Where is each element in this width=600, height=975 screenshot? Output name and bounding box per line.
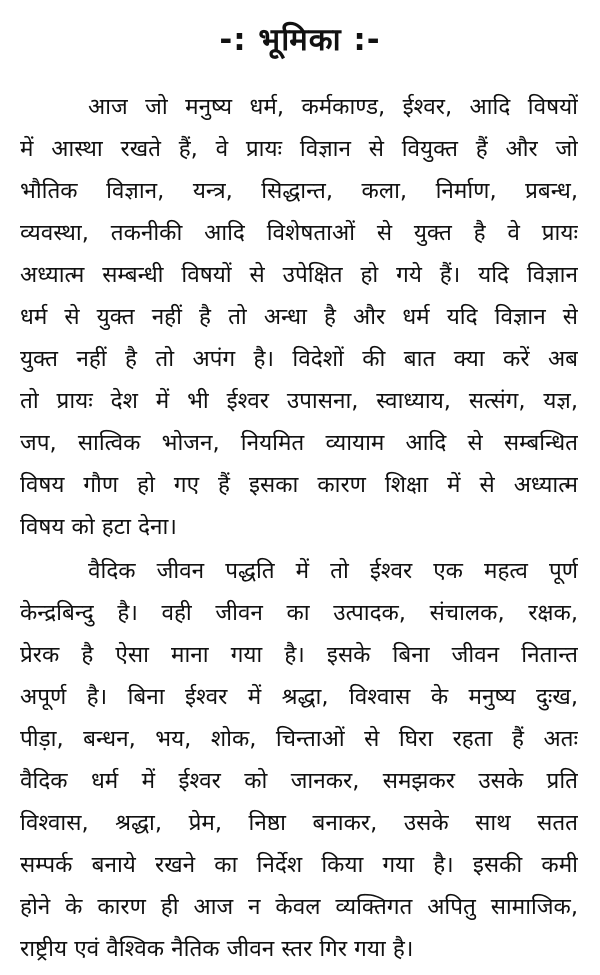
text-line: अपूर्ण है। बिना ईश्वर में श्रद्धा, विश्वास के मनुष्य दुःख, <box>20 684 578 710</box>
text-line: धर्म से युक्त नहीं है तो अन्धा है और धर्म यदि विज्ञान से <box>20 304 578 330</box>
text-line: युक्त नहीं है तो अपंग है। विदेशों की बात क्या करें अब <box>20 346 578 372</box>
text-line: में आस्था रखते हैं, वे प्रायः विज्ञान से वियुक्त हैं और जो <box>20 136 578 162</box>
text-line: सम्पर्क बनाये रखने का निर्देश किया गया है। इसकी कमी <box>20 852 578 878</box>
text-line: राष्ट्रीय एवं वैश्विक नैतिक जीवन स्तर गिर गया है। <box>20 936 414 962</box>
paragraph-2 <box>20 550 578 970</box>
text-line: तो प्रायः देश में भी ईश्वर उपासना, स्वाध्याय, सत्संग, यज्ञ, <box>20 388 578 414</box>
text-line: जप, सात्विक भोजन, नियमित व्यायाम आदि से सम्बन्धित <box>20 430 578 456</box>
text-line: व्यवस्था, तकनीकी आदि विशेषताओं से युक्त है वे प्रायः <box>20 220 578 246</box>
text-line: आज जो मनुष्य धर्म, कर्मकाण्ड, ईश्वर, आदि विषयों <box>88 94 578 120</box>
text-line: केन्द्रबिन्दु है। वही जीवन का उत्पादक, संचालक, रक्षक, <box>20 600 578 626</box>
text-line: वैदिक धर्म में ईश्वर को जानकर, समझकर उसके प्रति <box>20 768 578 794</box>
paragraph-1 <box>20 86 578 548</box>
text-line: विषय गौण हो गए हैं इसका कारण शिक्षा में से अध्यात्म <box>20 472 578 498</box>
text-line: पीड़ा, बन्धन, भय, शोक, चिन्ताओं से घिरा रहता हैं अतः <box>20 726 578 752</box>
text-line: भौतिक विज्ञान, यन्त्र, सिद्धान्त, कला, निर्माण, प्रबन्ध, <box>20 178 578 204</box>
page-title: -: भूमिका :- <box>219 22 381 58</box>
text-line: होने के कारण ही आज न केवल व्यक्तिगत अपितु सामाजिक, <box>20 894 578 920</box>
text-line: विश्वास, श्रद्धा, प्रेम, निष्ठा बनाकर, उसके साथ सतत <box>20 810 578 836</box>
text-line: वैदिक जीवन पद्धति में तो ईश्वर एक महत्व पूर्ण <box>88 558 578 584</box>
text-line: अध्यात्म सम्बन्धी विषयों से उपेक्षित हो गये हैं। यदि विज्ञान <box>20 262 578 288</box>
text-line: विषय को हटा देना। <box>20 514 177 540</box>
text-line: प्रेरक है ऐसा माना गया है। इसके बिना जीवन नितान्त <box>20 642 578 668</box>
